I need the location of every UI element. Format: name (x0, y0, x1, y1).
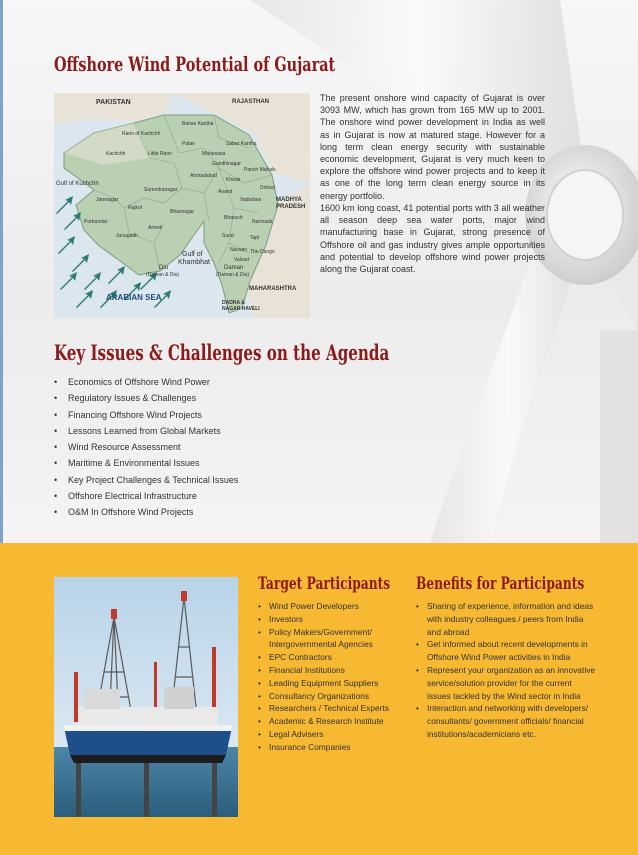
map-label-daman-sub: (Daman & Diu) (216, 272, 250, 278)
map-label-daman: Daman (224, 265, 244, 271)
map-label-pradesh: PRADESH (276, 204, 306, 210)
list-item: • Financing Offshore Wind Projects (54, 407, 238, 423)
map-label-jamnagar: Jamnagar (96, 197, 119, 203)
list-item: • EPC Contractors (258, 651, 408, 664)
coast-potential-paragraph: 1600 km long coast, 41 potential ports with 3 all weather all season deep sea water ports, major wind manufacturing base in Gujarat, strong presence of Offshore oil and gas industry gives ample opportunities and potential to develop offshore wind power projects along the Gujarat coast. (320, 203, 545, 275)
left-edge-stripe (0, 0, 3, 543)
map-label-kheda: Kheda (226, 177, 241, 183)
list-item: • Leading Equipment Suppliers (258, 677, 408, 690)
map-label-tapi: Tapi (250, 235, 260, 241)
map-label-surat: Surat (222, 233, 234, 239)
map-label-rajasthan: RAJASTHAN (232, 99, 270, 105)
map-label-pakistan: PAKISTAN (96, 99, 131, 106)
map-label-rann: Rann of Kachchh (122, 131, 161, 137)
list-item: • Legal Advisers (258, 728, 408, 741)
map-label-porbandar: Porbandar (84, 219, 108, 225)
map-label-sabar: Sabar Kantha (226, 141, 257, 147)
map-label-little-rann: Little Rann (148, 151, 172, 157)
benefits-list (416, 600, 596, 741)
list-item: • Policy Makers/Government/ Intergovernmental Agencies (258, 626, 408, 652)
list-item: • Wind Resource Assessment (54, 439, 238, 455)
onshore-capacity-paragraph: The present onshore wind capacity of Gujarat is over 3093 MW, which has grown from 165 MW up to 2001. The onshore wind power development in India as well as in Gujarat is now at matured stage. However for a long term clean energy security with sustainable economic development, Gujarat is very much keen to explore the offshore wind power projects and to keep it as one of the long term clean energy source in its energy portfolio. (320, 93, 545, 201)
map-label-anand: Anand (218, 189, 233, 195)
target-participants-list (258, 600, 408, 754)
map-label-arabian-sea: ARABIAN SEA (106, 293, 162, 302)
list-item: • Insurance Companies (258, 741, 408, 754)
list-item: • Lessons Learned from Global Markets (54, 423, 238, 439)
gujarat-map (54, 93, 310, 318)
list-item: • Interaction and networking with developers/ consultants/ government officials/ financial institutions/academicians etc. (416, 702, 596, 740)
map-label-diu: Diu (159, 265, 169, 271)
offshore-rig-photo (54, 577, 238, 817)
list-item: • O&M In Offshore Wind Projects (54, 504, 238, 520)
list-item: • Regulatory Issues & Challenges (54, 390, 238, 406)
list-item: • Key Project Challenges & Technical Issues (54, 472, 238, 488)
map-label-rajkot: Rajkot (128, 205, 143, 211)
map-label-dahod: Dohad (260, 185, 275, 191)
list-item: • Get informed about recent developments in Offshore Wind Power activities in India (416, 638, 596, 664)
map-label-panch: Panch Mahals (244, 167, 276, 173)
list-item: • Consultancy Organizations (258, 690, 408, 703)
list-item: • Economics of Offshore Wind Power (54, 374, 238, 390)
map-label-mehsana: Mahesana (202, 151, 226, 157)
list-item: • Maritime & Environmental Issues (54, 455, 238, 471)
map-label-gulf-khambhat-2: Khambhat (178, 259, 210, 266)
map-label-patan: Patan (182, 141, 196, 147)
list-item: • Offshore Electrical Infrastructure (54, 488, 238, 504)
list-item: • Investors (258, 613, 408, 626)
list-item: • Represent your organization as an innovative service/solution provider for the current issues tackled by the Wind sector in India (416, 664, 596, 702)
map-label-junagadh: Junagadh (116, 233, 138, 239)
list-item: • Academic & Research Institute (258, 715, 408, 728)
map-label-surendra: Surendranagar (144, 187, 178, 193)
map-label-dadra-2: NAGAR HAVELI (222, 306, 260, 312)
map-label-ahmedabad: Ahmadabad (190, 173, 217, 179)
map-label-narmada: Narmada (252, 219, 273, 225)
map-label-valsad: Valsad (234, 257, 249, 263)
map-label-bhavnagar: Bhavnagar (170, 209, 195, 215)
key-issues-list (54, 374, 238, 521)
list-item: • Wind Power Developers (258, 600, 408, 613)
map-label-dangs: The Dangs (250, 249, 275, 255)
map-label-navsari: Navsari (230, 247, 247, 253)
map-label-banas: Banas Kantha (182, 121, 214, 127)
map-label-gandhi: Gandhinagar (212, 161, 241, 167)
map-label-kachchh: Kachchh (106, 151, 126, 157)
map-label-amreli: Amreli (148, 225, 163, 231)
map-label-gulf-khambhat-1: Gulf of (182, 251, 203, 258)
list-item: • Sharing of experience, information and ideas with industry colleagues / peers from India and abroad (416, 600, 596, 638)
map-label-diu-sub: (Daman & Diu) (146, 272, 180, 278)
map-label-dadra-1: DADRA & (222, 300, 245, 306)
list-item: • Financial Institutions (258, 664, 408, 677)
map-label-madhya: MADHYA (276, 197, 302, 203)
list-item: • Researchers / Technical Experts (258, 702, 408, 715)
offshore-wind-heading: Offshore Wind Potential of Gujarat (54, 52, 336, 76)
map-label-gulf-kutch: Gulf of Kuchchh (56, 181, 99, 187)
map-label-bharuch: Bharuch (224, 215, 243, 221)
target-participants-heading: Target Participants (258, 574, 391, 594)
map-label-vadodara: Vadodara (240, 197, 262, 203)
map-label-maharashtra: MAHARASHTRA (249, 286, 297, 292)
benefits-heading: Benefits for Participants (416, 574, 585, 594)
key-issues-heading: Key Issues & Challenges on the Agenda (54, 340, 390, 365)
offshore-rig-graphic (54, 577, 238, 817)
